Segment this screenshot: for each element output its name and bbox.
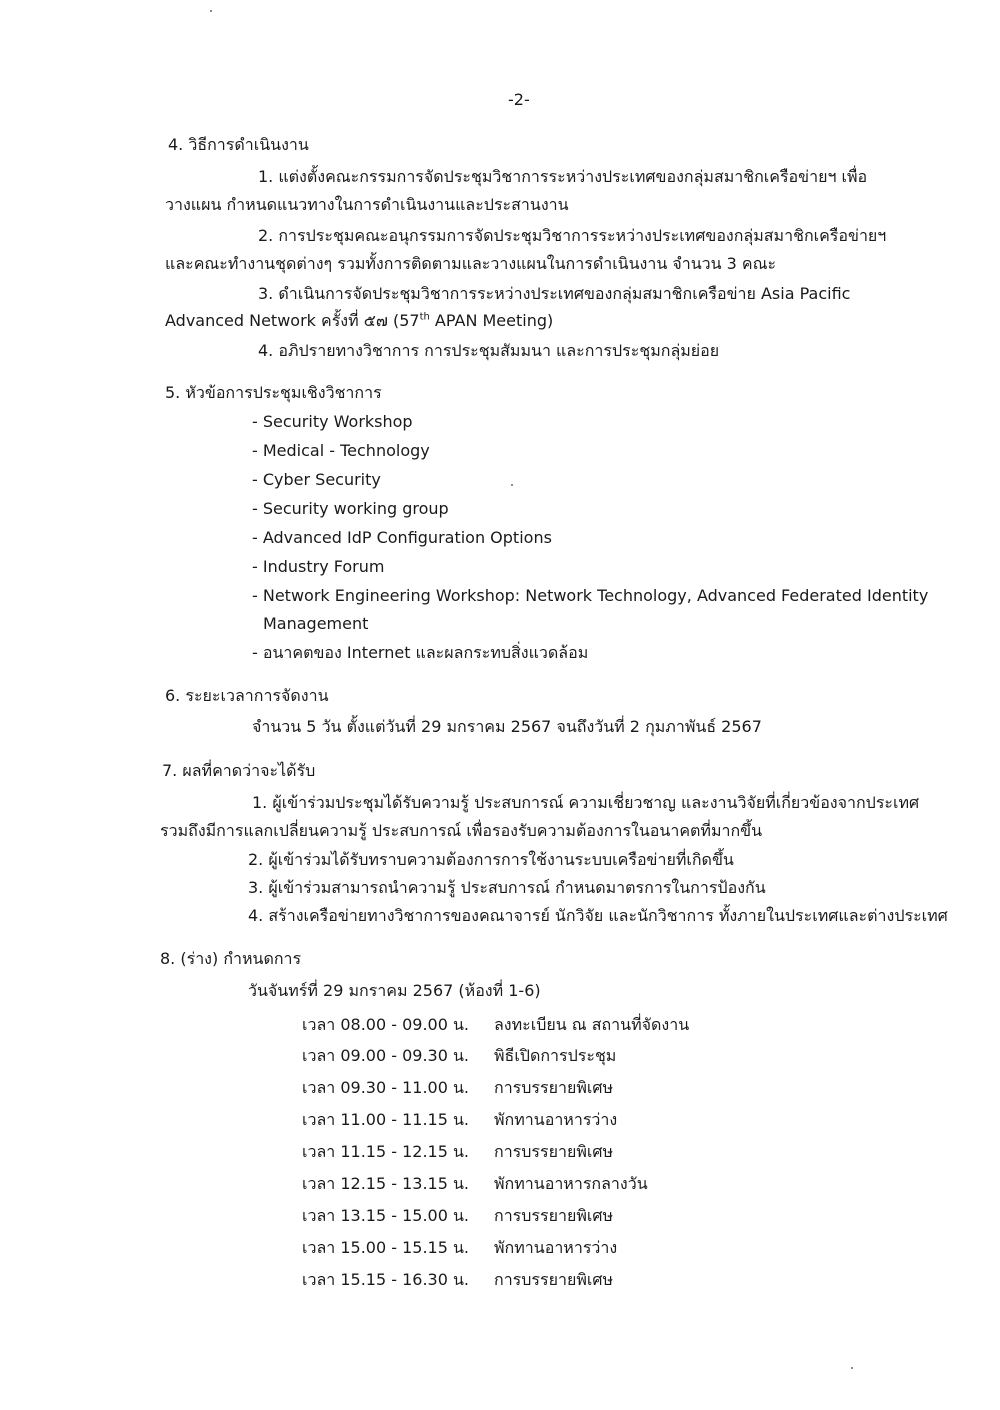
schedule-time: เวลา 11.15 - 12.15 น. xyxy=(302,1142,469,1161)
s7-item4: 4. สร้างเครือข่ายทางวิชาการของคณาจารย์ นักวิจัย และนักวิชาการ ทั้งภายในประเทศและต่างประเทศ xyxy=(248,906,948,925)
topic-item: - Network Engineering Workshop: Network Technology, Advanced Federated Identity xyxy=(252,586,929,605)
schedule-activity: การบรรยายพิเศษ xyxy=(494,1142,614,1161)
schedule-time: เวลา 08.00 - 09.00 น. xyxy=(302,1015,469,1034)
topic-item: - Industry Forum xyxy=(252,557,385,576)
s7-item2: 2. ผู้เข้าร่วมได้รับทราบความต้องการการใช้งานระบบเครือข่ายที่เกิดขึ้น xyxy=(248,850,734,869)
s4-item3-line2-post: APAN Meeting) xyxy=(429,311,554,330)
topic-item: - Security Workshop xyxy=(252,412,413,431)
s4-item3-line2-sup: th xyxy=(419,311,430,323)
schedule-activity: พักทานอาหารว่าง xyxy=(494,1238,618,1257)
topic-item: - Medical - Technology xyxy=(252,441,430,460)
schedule-time: เวลา 15.00 - 15.15 น. xyxy=(302,1238,469,1257)
s4-item1-line1: 1. แต่งตั้งคณะกรรมการจัดประชุมวิชาการระหว่างประเทศของกลุ่มสมาชิกเครือข่ายฯ เพื่อ xyxy=(258,167,868,186)
scan-speck xyxy=(511,484,513,486)
schedule-activity: การบรรยายพิเศษ xyxy=(494,1270,614,1289)
schedule-time: เวลา 09.30 - 11.00 น. xyxy=(302,1078,469,1097)
schedule-time: เวลา 15.15 - 16.30 น. xyxy=(302,1270,469,1289)
s7-item3: 3. ผู้เข้าร่วมสามารถนำความรู้ ประสบการณ์ กำหนดมาตรการในการป้องกัน xyxy=(248,878,766,897)
section-8-heading: 8. (ร่าง) กำหนดการ xyxy=(160,949,302,968)
topic-item: - อนาคตของ Internet และผลกระทบสิ่งแวดล้อม xyxy=(252,643,589,662)
page-number: -2- xyxy=(508,90,530,109)
s4-item3-line1: 3. ดำเนินการจัดประชุมวิชาการระหว่างประเทศของกลุ่มสมาชิกเครือข่าย Asia Pacific xyxy=(258,284,851,303)
schedule-time: เวลา 13.15 - 15.00 น. xyxy=(302,1206,469,1225)
schedule-activity: พิธีเปิดการประชุม xyxy=(494,1046,617,1065)
scan-speck xyxy=(210,10,212,12)
s7-item1-line1: 1. ผู้เข้าร่วมประชุมได้รับความรู้ ประสบการณ์ ความเชี่ยวชาญ และงานวิจัยที่เกี่ยวข้องจากประเทศ xyxy=(252,793,920,812)
schedule-activity: การบรรยายพิเศษ xyxy=(494,1206,614,1225)
s6-text: จำนวน 5 วัน ตั้งแต่วันที่ 29 มกราคม 2567 จนถึงวันที่ 2 กุมภาพันธ์ 2567 xyxy=(252,717,762,736)
s4-item2-line1: 2. การประชุมคณะอนุกรรมการจัดประชุมวิชาการระหว่างประเทศของกลุ่มสมาชิกเครือข่ายฯ xyxy=(258,226,887,245)
s8-day: วันจันทร์ที่ 29 มกราคม 2567 (ห้องที่ 1-6) xyxy=(248,981,541,1000)
schedule-time: เวลา 11.00 - 11.15 น. xyxy=(302,1110,469,1129)
s7-item1-line2: รวมถึงมีการแลกเปลี่ยนความรู้ ประสบการณ์ เพื่อรองรับความต้องการในอนาคตที่มากขึ้น xyxy=(160,821,763,840)
topic-item: - Advanced IdP Configuration Options xyxy=(252,528,552,547)
topic-item: - Cyber Security xyxy=(252,470,381,489)
section-7-heading: 7. ผลที่คาดว่าจะได้รับ xyxy=(162,761,316,780)
s4-item4: 4. อภิปรายทางวิชาการ การประชุมสัมมนา และการประชุมกลุ่มย่อย xyxy=(258,341,720,360)
topic-item: - Security working group xyxy=(252,499,449,518)
section-4-heading: 4. วิธีการดำเนินงาน xyxy=(168,135,309,154)
schedule-time: เวลา 09.00 - 09.30 น. xyxy=(302,1046,469,1065)
section-6-heading: 6. ระยะเวลาการจัดงาน xyxy=(165,686,329,705)
schedule-time: เวลา 12.15 - 13.15 น. xyxy=(302,1174,469,1193)
s4-item2-line2: และคณะทำงานชุดต่างๆ รวมทั้งการติดตามและวางแผนในการดำเนินงาน จำนวน 3 คณะ xyxy=(165,254,777,273)
section-5-heading: 5. หัวข้อการประชุมเชิงวิชาการ xyxy=(165,383,382,402)
topic-item-continuation: Management xyxy=(263,614,369,633)
schedule-activity: พักทานอาหารกลางวัน xyxy=(494,1174,648,1193)
schedule-activity: พักทานอาหารว่าง xyxy=(494,1110,618,1129)
s4-item1-line2: วางแผน กำหนดแนวทางในการดำเนินงานและประสานงาน xyxy=(165,195,569,214)
schedule-activity: ลงทะเบียน ณ สถานที่จัดงาน xyxy=(494,1015,690,1034)
scan-speck xyxy=(851,1367,853,1369)
s4-item3-line2-pre: Advanced Network ครั้งที่ ๕๗ (57 xyxy=(165,311,420,330)
schedule-activity: การบรรยายพิเศษ xyxy=(494,1078,614,1097)
s4-item3-line2 xyxy=(165,310,553,332)
